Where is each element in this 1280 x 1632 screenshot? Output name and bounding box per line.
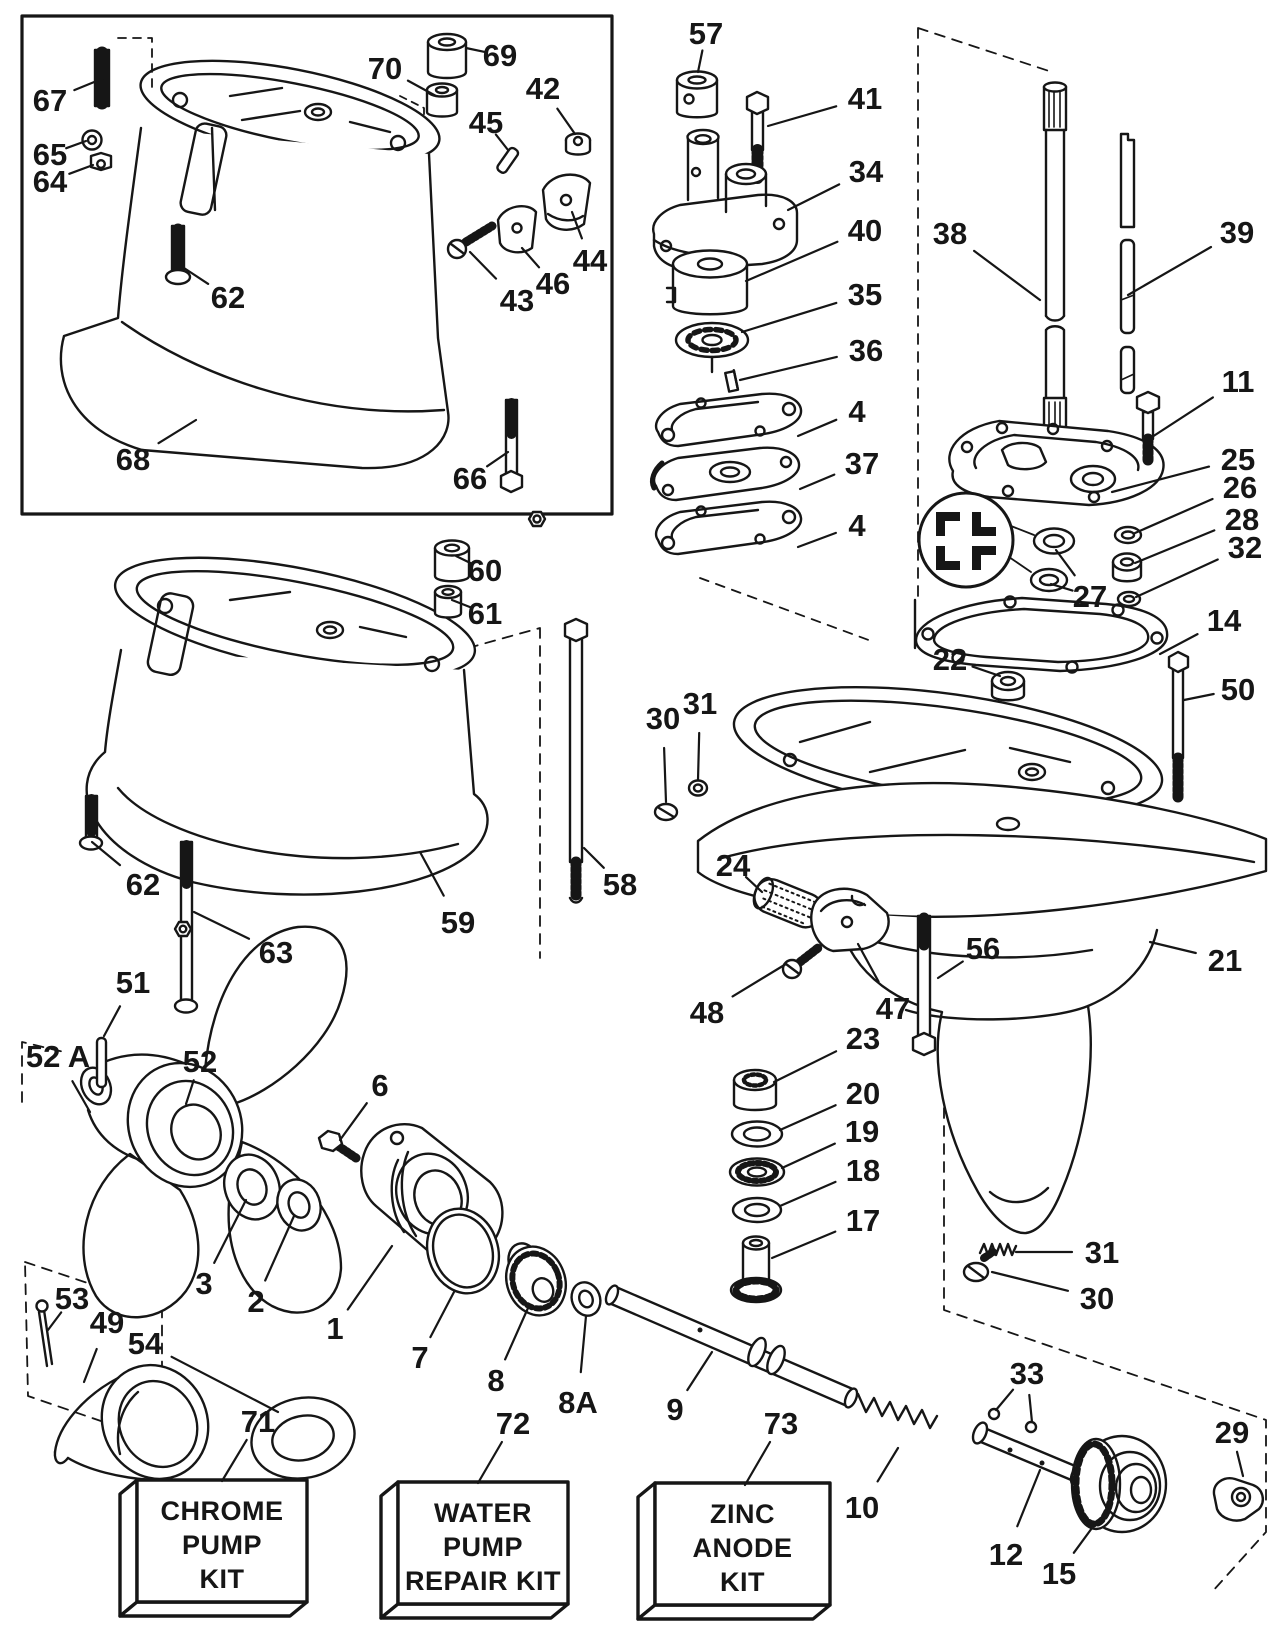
part-number-73: 73 (763, 1406, 799, 1441)
kit-box-72 (381, 1406, 568, 1618)
leader-line (1017, 1470, 1040, 1526)
part-shear-pin-51 (97, 1038, 106, 1087)
part-number-c37: 37 (844, 446, 880, 481)
leader-line (1128, 247, 1211, 295)
leader-line (104, 1006, 120, 1036)
callout-r11 (1152, 364, 1254, 437)
kit-label-line: REPAIR KIT (404, 1566, 562, 1596)
leader-line (222, 1440, 247, 1481)
part-number-p6: 6 (371, 1068, 389, 1103)
leader-line (1074, 1528, 1092, 1553)
part-number-m59: 59 (440, 905, 476, 940)
part-screw-6 (319, 1131, 356, 1158)
part-gearcase-housing-68 (61, 41, 449, 468)
leader-line (996, 1390, 1013, 1410)
callout-c41 (768, 81, 882, 126)
part-washer-20 (732, 1122, 782, 1147)
part-screw-30-lower (964, 1252, 993, 1281)
part-number-g31t: 31 (682, 686, 718, 721)
part-number-p52A: 52 A (25, 1039, 91, 1074)
callout-c35 (742, 277, 882, 332)
callout-b42 (526, 71, 575, 134)
part-key-36 (725, 370, 738, 391)
part-anode-44 (543, 175, 590, 230)
leader-line (1184, 694, 1214, 700)
part-shift-cam-29 (1214, 1478, 1263, 1520)
part-number-g29: 29 (1214, 1415, 1250, 1450)
part-plate-37 (652, 448, 799, 500)
part-washer-65 (83, 131, 102, 150)
callout-b69 (466, 38, 517, 73)
kit-label-line: PUMP (442, 1532, 524, 1562)
part-spring-10 (858, 1394, 937, 1428)
part-bolt-58 (565, 619, 587, 903)
part-gasket-4-lower (656, 502, 801, 554)
part-number-m58: 58 (602, 867, 638, 902)
part-bolt-66 (501, 400, 522, 492)
callout-r21 (1150, 942, 1242, 978)
part-number-c41: 41 (847, 81, 883, 116)
leader-line (478, 1442, 502, 1483)
leader-line (698, 51, 702, 73)
part-bearing-19 (730, 1159, 784, 1186)
part-bearing-22 (992, 672, 1024, 700)
part-number-c36: 36 (848, 333, 884, 368)
part-bushing-57 (677, 72, 717, 118)
callout-c36 (740, 333, 883, 380)
leader-line (92, 842, 120, 865)
part-number-g17: 17 (845, 1203, 881, 1238)
part-number-c35: 35 (847, 277, 883, 312)
part-number-p8A: 8A (558, 1385, 598, 1420)
leader-line (1237, 1452, 1243, 1476)
callout-p51 (104, 965, 150, 1036)
part-number-c4b: 4 (848, 508, 866, 543)
part-number-r22: 22 (932, 642, 968, 677)
kit-box-73 (638, 1406, 830, 1619)
part-number-r26: 26 (1222, 470, 1258, 505)
part-number-r21: 21 (1207, 943, 1243, 978)
part-number-p52: 52 (182, 1044, 218, 1079)
leader-line (1029, 1395, 1032, 1422)
part-number-b62: 62 (210, 280, 246, 315)
leader-line (1135, 499, 1213, 533)
kits-layer (120, 1404, 830, 1619)
part-number-g48: 48 (689, 995, 725, 1030)
callout-g29 (1215, 1415, 1249, 1476)
leader-line (505, 1308, 528, 1359)
part-number-b43: 43 (499, 283, 535, 318)
part-number-b46: 46 (535, 266, 571, 301)
kit-label-line: ANODE (692, 1533, 793, 1563)
part-forward-gear-8 (497, 1238, 575, 1324)
leader-line (69, 165, 93, 174)
part-seal-detail-27 (919, 493, 1074, 591)
leader-line (742, 303, 836, 332)
part-washer-8A (567, 1278, 605, 1320)
leader-line (584, 848, 604, 868)
part-number-m62: 62 (125, 867, 161, 902)
part-number-g30t: 30 (645, 701, 681, 736)
leader-line (800, 475, 834, 489)
callout-g48 (690, 964, 786, 1030)
leader-line (768, 106, 836, 126)
callout-r32 (1136, 530, 1262, 597)
part-detent-balls-33 (989, 1409, 1036, 1432)
kit-box-bottom (120, 1602, 307, 1616)
part-number-g15: 15 (1041, 1556, 1077, 1591)
part-number-p1: 1 (326, 1311, 344, 1346)
part-number-m61: 61 (467, 596, 503, 631)
part-number-m63: 63 (258, 935, 294, 970)
leader-line (974, 251, 1040, 300)
leader-line (522, 248, 539, 267)
leader-line (1150, 942, 1196, 953)
part-number-g24: 24 (715, 848, 751, 883)
part-number-g10: 10 (844, 1490, 880, 1525)
part-number-c57: 57 (688, 16, 724, 51)
part-number-b70: 70 (367, 51, 403, 86)
part-number-b68: 68 (115, 442, 151, 477)
callout-g31b (1016, 1235, 1119, 1270)
part-number-p53: 53 (54, 1281, 90, 1316)
leader-line (774, 1051, 836, 1082)
part-number-b45: 45 (468, 105, 504, 140)
part-prop-shaft-9 (603, 1284, 859, 1409)
part-washer-18 (733, 1198, 781, 1222)
part-hex-nut-small (175, 922, 191, 936)
kit-label-line: CHROME (160, 1496, 284, 1526)
part-bearing-23 (734, 1070, 776, 1110)
kit-box-side (120, 1480, 137, 1616)
callout-g12 (989, 1470, 1040, 1572)
part-number-p7: 7 (411, 1340, 429, 1375)
callout-p53 (48, 1281, 89, 1330)
part-number-b64: 64 (32, 164, 68, 199)
kit-box-bottom (638, 1605, 830, 1619)
callout-b45 (469, 105, 508, 150)
part-number-g31b: 31 (1084, 1235, 1120, 1270)
part-number-b69: 69 (482, 38, 518, 73)
leader-line (470, 252, 496, 279)
part-number-b44: 44 (572, 243, 608, 278)
part-number-72: 72 (495, 1406, 531, 1441)
part-number-g19: 19 (844, 1114, 880, 1149)
callout-b64 (33, 164, 93, 199)
callout-b43 (470, 252, 534, 318)
part-number-b66: 66 (452, 461, 488, 496)
kit-label-line: ZINC (710, 1499, 775, 1529)
part-screw-48 (783, 948, 818, 978)
kit-label-line: KIT (720, 1567, 765, 1597)
part-bolt-50 (1169, 652, 1188, 800)
leader-line (780, 1182, 836, 1206)
part-cotter-pin-53 (37, 1301, 53, 1367)
callout-c4b (798, 508, 866, 547)
callout-g17 (772, 1203, 880, 1258)
kit-label-line: PUMP (181, 1530, 263, 1560)
part-number-g20: 20 (845, 1076, 881, 1111)
leader-line (84, 1349, 97, 1382)
callout-g30b (992, 1272, 1114, 1316)
part-cup-40 (667, 251, 747, 315)
leader-line (557, 109, 575, 134)
part-impeller-35 (676, 323, 748, 372)
part-washer-32 (1118, 592, 1140, 606)
callout-c37 (800, 446, 879, 489)
leader-line (992, 1272, 1068, 1291)
part-number-g18: 18 (845, 1153, 881, 1188)
leader-line (664, 748, 666, 802)
part-number-g23: 23 (845, 1021, 881, 1056)
part-pump-housing-34 (653, 130, 797, 269)
part-gasket-4-upper (656, 394, 801, 446)
leader-line (340, 1103, 367, 1140)
part-clutch-dog-15 (1072, 1436, 1166, 1532)
callout-g23 (774, 1021, 880, 1082)
callout-g9 (666, 1352, 712, 1427)
callout-g33 (996, 1356, 1044, 1422)
part-cone-49 (55, 1347, 227, 1497)
part-extension-plate-25 (949, 421, 1163, 505)
callout-g15 (1042, 1528, 1092, 1591)
kit-label-line: KIT (199, 1564, 245, 1594)
part-number-r25: 25 (1220, 442, 1256, 477)
callout-b67 (33, 78, 104, 118)
part-washer-31-upper (689, 781, 707, 796)
part-number-c4a: 4 (848, 394, 866, 429)
leader-line (780, 1105, 836, 1130)
part-number-r38: 38 (932, 216, 968, 251)
leader-line (430, 1292, 454, 1337)
part-number-r32: 32 (1227, 530, 1263, 565)
callout-r38 (933, 216, 1040, 300)
kit-label-line: WATER (434, 1498, 532, 1528)
callout-c34 (788, 154, 884, 210)
part-nut-28 (1113, 554, 1141, 582)
leader-line (1136, 560, 1218, 598)
leader-line (194, 912, 249, 939)
part-nut-64 (91, 153, 111, 170)
part-nut-42 (566, 134, 590, 155)
callout-r14 (1160, 603, 1242, 654)
part-number-g56: 56 (965, 931, 1001, 966)
part-shift-rod-39 (1121, 134, 1134, 393)
leader-line (798, 533, 836, 547)
kit-box-side (381, 1482, 398, 1618)
part-number-p8: 8 (487, 1363, 505, 1398)
leader-line (782, 1144, 835, 1168)
leader-line (687, 1352, 712, 1390)
part-number-b42: 42 (525, 71, 561, 106)
part-number-p49: 49 (89, 1305, 125, 1340)
callout-p7 (411, 1292, 454, 1375)
part-number-p54: 54 (127, 1326, 163, 1361)
part-number-g33: 33 (1009, 1356, 1045, 1391)
part-number-r14: 14 (1206, 603, 1242, 638)
part-number-r39: 39 (1219, 215, 1255, 250)
callout-c57 (689, 16, 723, 72)
part-number-p3: 3 (195, 1266, 213, 1301)
part-number-g30b: 30 (1079, 1281, 1115, 1316)
callout-g30t (646, 701, 680, 802)
part-number-m60: 60 (467, 553, 503, 588)
callout-r39 (1128, 215, 1254, 295)
part-wedge-46 (498, 206, 536, 252)
part-number-g9: 9 (666, 1392, 684, 1427)
callout-p8A (558, 1316, 598, 1420)
part-number-c40: 40 (847, 213, 883, 248)
leader-line (348, 1246, 392, 1310)
part-number-r11: 11 (1221, 364, 1255, 399)
callout-r50 (1184, 672, 1255, 707)
part-number-b67: 67 (32, 83, 68, 118)
leader-line (788, 184, 839, 210)
part-screw-30-upper (655, 804, 677, 820)
leader-line (798, 420, 836, 436)
part-number-g12: 12 (988, 1537, 1024, 1572)
part-number-r27: 27 (1072, 579, 1108, 614)
kit-box-bottom (381, 1604, 568, 1618)
part-number-b65: 65 (32, 137, 68, 172)
leader-line (740, 357, 837, 380)
callout-p6 (340, 1068, 389, 1140)
callout-b70 (368, 51, 436, 96)
leader-line (973, 667, 1001, 676)
leader-line (1152, 397, 1213, 437)
part-number-g47: 47 (875, 991, 911, 1026)
callout-g31t (683, 686, 717, 780)
part-washer-26 (1115, 527, 1141, 543)
part-number-c34: 34 (848, 154, 884, 189)
part-bushing-69 (428, 34, 466, 78)
part-number-71: 71 (240, 1404, 276, 1439)
callout-p49 (84, 1305, 124, 1382)
part-number-r28: 28 (1224, 502, 1260, 537)
part-number-p51: 51 (115, 965, 151, 1000)
leader-line (745, 1442, 770, 1485)
leader-line (733, 964, 786, 996)
callout-p52A (26, 1039, 90, 1112)
part-number-p2: 2 (247, 1284, 265, 1319)
callout-m58 (584, 848, 637, 902)
leader-line (772, 1232, 835, 1258)
callout-p8 (487, 1308, 528, 1398)
leader-line (1135, 530, 1214, 563)
callout-g10 (845, 1448, 898, 1525)
callout-c4a (798, 394, 866, 436)
leader-line (581, 1316, 586, 1372)
part-number-r50: 50 (1220, 672, 1256, 707)
part-pinion-gear-17 (731, 1237, 781, 1303)
callout-b66 (453, 452, 508, 496)
leader-line (878, 1448, 898, 1481)
kit-box-side (638, 1483, 655, 1619)
leader-line (698, 733, 699, 780)
